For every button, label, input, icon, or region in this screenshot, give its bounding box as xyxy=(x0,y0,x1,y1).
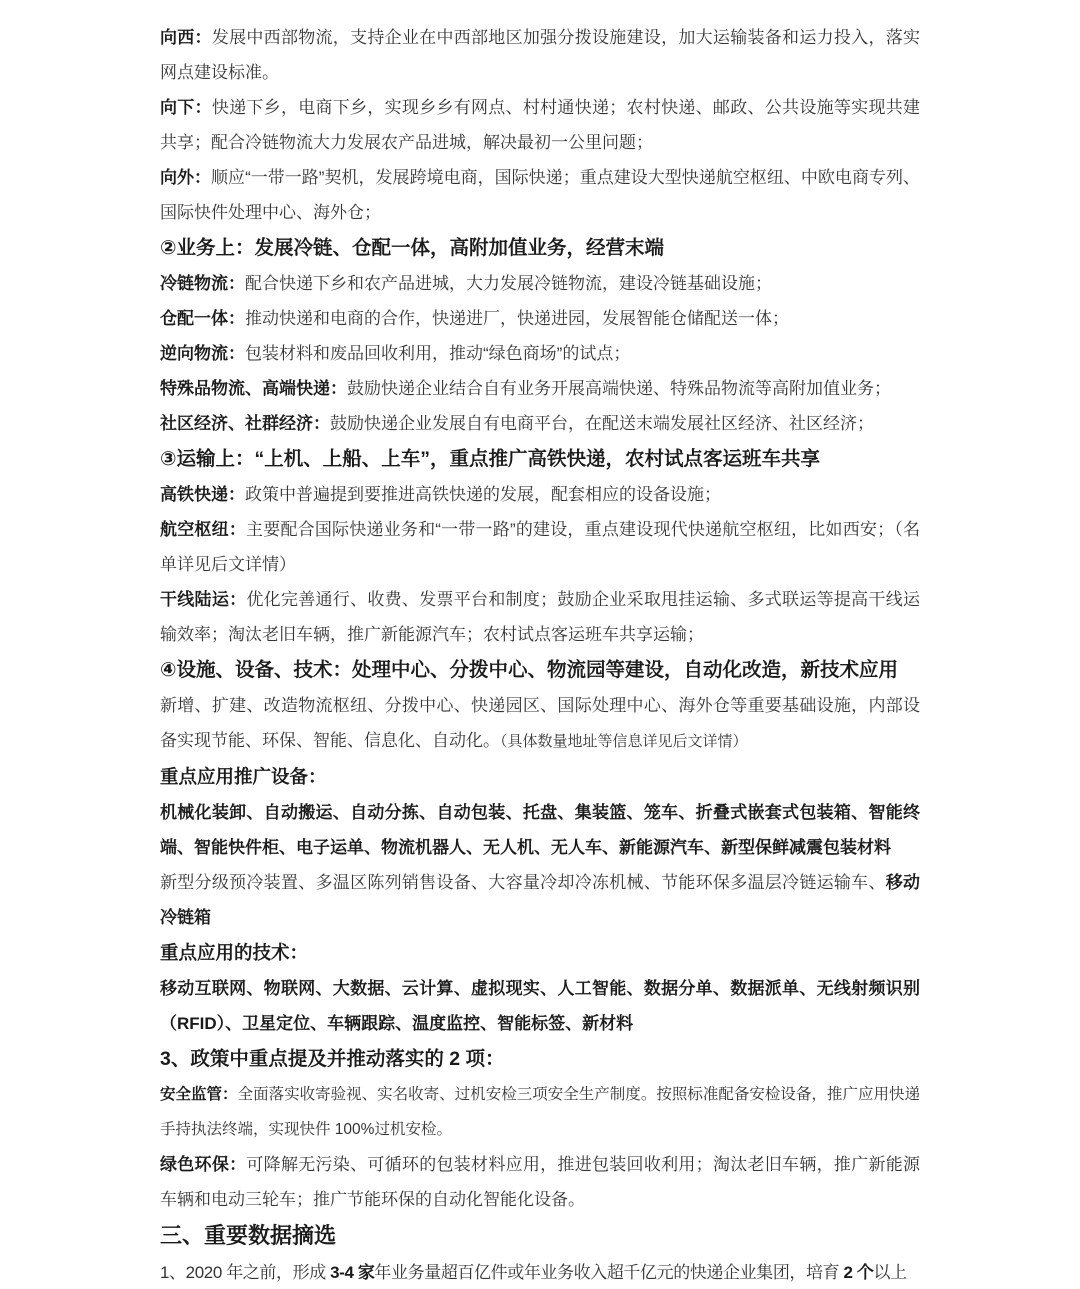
text-run: 快递下乡，电商下乡，实现乡乡有网点、村村通快递；农村快递、邮政、公共设施等实现共建共享；配合冷链物流大力发展农产品进城，解决最初一公里问题； xyxy=(160,98,921,152)
bold-text-run: 向外： xyxy=(160,168,212,187)
text-run: （具体数量地址等信息详见后文详情） xyxy=(500,733,748,750)
heading-important-data xyxy=(160,1217,920,1255)
text-run: 推动快递和电商的合作，快递进厂，快递进园，发展智能仓储配送一体； xyxy=(245,309,789,328)
bold-text-run: 3、政策中重点提及并推动落实的 2 项： xyxy=(160,1048,505,1070)
para-xiang-xi xyxy=(160,20,920,90)
bold-text-run: 重点应用的技术： xyxy=(160,942,309,963)
text-run: 鼓励快递企业结合自有业务开展高端快递、特殊品物流等高附加值业务； xyxy=(347,379,891,398)
text-run: 鼓励快递企业发展自有电商平台，在配送末端发展社区经济、社区经济； xyxy=(330,414,874,433)
subhead-key-equipment xyxy=(160,759,920,795)
bold-text-run: 逆向物流： xyxy=(160,344,245,363)
para-safety-supervision xyxy=(160,1077,920,1147)
para-2020-target xyxy=(160,1255,920,1289)
text-run: 1、2020 年之前，形成 xyxy=(160,1263,331,1282)
text-run: 全面落实收寄验视、实名收寄、过机安检三项安全生产制度。按照标准配备安检设备，推广应用快递手持执法终端，实现快件 100%过机安检。 xyxy=(160,1086,920,1138)
para-reverse-logistics xyxy=(160,336,920,371)
bold-text-run: 移动冷链箱 xyxy=(160,873,921,927)
heading-two-items xyxy=(160,1041,920,1077)
bold-text-run: 社区经济、社群经济： xyxy=(160,414,330,433)
bold-text-run: 特殊品物流、高端快递： xyxy=(160,379,347,398)
para-cold-chain xyxy=(160,266,920,301)
para-community-economy xyxy=(160,406,920,441)
para-green-environment xyxy=(160,1147,920,1217)
para-trunk-land-transport xyxy=(160,582,920,652)
bold-text-run: ④设施、设备、技术：处理中心、分拨中心、物流园等建设，自动化改造，新技术应用 xyxy=(160,659,899,681)
text-run: 包装材料和废品回收利用，推动“绿色商场”的试点； xyxy=(245,344,631,363)
heading-facilities xyxy=(160,652,920,688)
para-hsr-express xyxy=(160,477,920,512)
para-equipment-list-2 xyxy=(160,865,920,935)
bold-text-run: ③运输上：“上机、上船、上车”，重点推广高铁快递，农村试点客运班车共享 xyxy=(160,448,821,470)
text-run: 可降解无污染、可循环的包装材料应用，推进包装回收利用；淘汰老旧车辆，推广新能源车辆和电动三轮车；推广节能环保的自动化智能化设备。 xyxy=(160,1155,921,1209)
text-run: 配合快递下乡和农产品进城，大力发展冷链物流，建设冷链基础设施； xyxy=(245,274,772,293)
bold-text-run: 向下： xyxy=(160,98,212,117)
bold-text-run: 2 个 xyxy=(843,1263,874,1282)
para-special-logistics xyxy=(160,371,920,406)
text-run: 主要配合国际快递业务和“一带一路”的建设，重点建设现代快递航空枢纽，比如西安；（名单详见后文详情） xyxy=(160,520,921,574)
para-equipment-list-1 xyxy=(160,795,920,865)
text-run: 年业务量超百亿件或年业务收入超千亿元的快递企业集团，培育 xyxy=(374,1263,844,1282)
subhead-key-tech xyxy=(160,935,920,971)
bold-text-run: 安全监管： xyxy=(160,1086,238,1103)
heading-transport xyxy=(160,441,920,477)
bold-text-run: ②业务上：发展冷链、仓配一体，高附加值业务，经营末端 xyxy=(160,237,665,259)
bold-text-run: 航空枢纽： xyxy=(160,520,247,539)
para-tech-list xyxy=(160,971,920,1041)
text-run: 发展中西部物流，支持企业在中西部地区加强分拨设施建设，加大运输装备和运力投入，落实网点建设标准。 xyxy=(160,28,921,82)
bold-text-run: 机械化装卸、自动搬运、自动分拣、自动包装、托盘、集装篮、笼车、折叠式嵌套式包装箱、智能终端、智能快件柜、电子运单、物流机器人、无人机、无人车、新能源汽车、新型保鲜减震包装材料 xyxy=(160,803,920,857)
text-run: 顺应“一带一路”契机，发展跨境电商，国际快递；重点建设大型快递航空枢纽、中欧电商专列、国际快件处理中心、海外仓； xyxy=(160,168,920,222)
para-xiang-xia xyxy=(160,90,920,160)
para-infrastructure xyxy=(160,688,920,759)
text-run: 以上 xyxy=(873,1263,907,1282)
para-air-hub xyxy=(160,512,920,582)
bold-text-run: 三、重要数据摘选 xyxy=(160,1223,337,1248)
text-run: 新增、扩建、改造物流枢纽、分拨中心、快递园区、国际处理中心、海外仓等重要基础设施，内部设备实现节能、环保、智能、信息化、自动化。 xyxy=(160,696,920,750)
bold-text-run: 3-4 家 xyxy=(330,1263,375,1282)
text-run: 优化完善通行、收费、发票平台和制度；鼓励企业采取甩挂运输、多式联运等提高干线运输效率；淘汰老旧车辆，推广新能源汽车；农村试点客运班车共享运输； xyxy=(160,590,921,644)
bold-text-run: 移动互联网、物联网、大数据、云计算、虚拟现实、人工智能、数据分单、数据派单、无线射频识别（RFID）、卫星定位、车辆跟踪、温度监控、智能标签、新材料 xyxy=(160,979,920,1033)
para-xiang-wai xyxy=(160,160,920,230)
text-run: 新型分级预冷装置、多温区陈列销售设备、大容量冷却冷冻机械、节能环保多温层冷链运输车、 xyxy=(160,873,886,892)
bold-text-run: 重点应用推广设备： xyxy=(160,766,327,787)
para-warehouse-distribution xyxy=(160,301,920,336)
bold-text-run: 绿色环保： xyxy=(160,1155,247,1174)
text-run: 政策中普遍提到要推进高铁快递的发展，配套相应的设备设施； xyxy=(245,485,721,504)
bold-text-run: 干线陆运： xyxy=(160,590,247,609)
bold-text-run: 冷链物流： xyxy=(160,274,245,293)
bold-text-run: 向西： xyxy=(160,28,212,47)
bold-text-run: 高铁快递： xyxy=(160,485,245,504)
heading-business xyxy=(160,230,920,266)
bold-text-run: 仓配一体： xyxy=(160,309,245,328)
